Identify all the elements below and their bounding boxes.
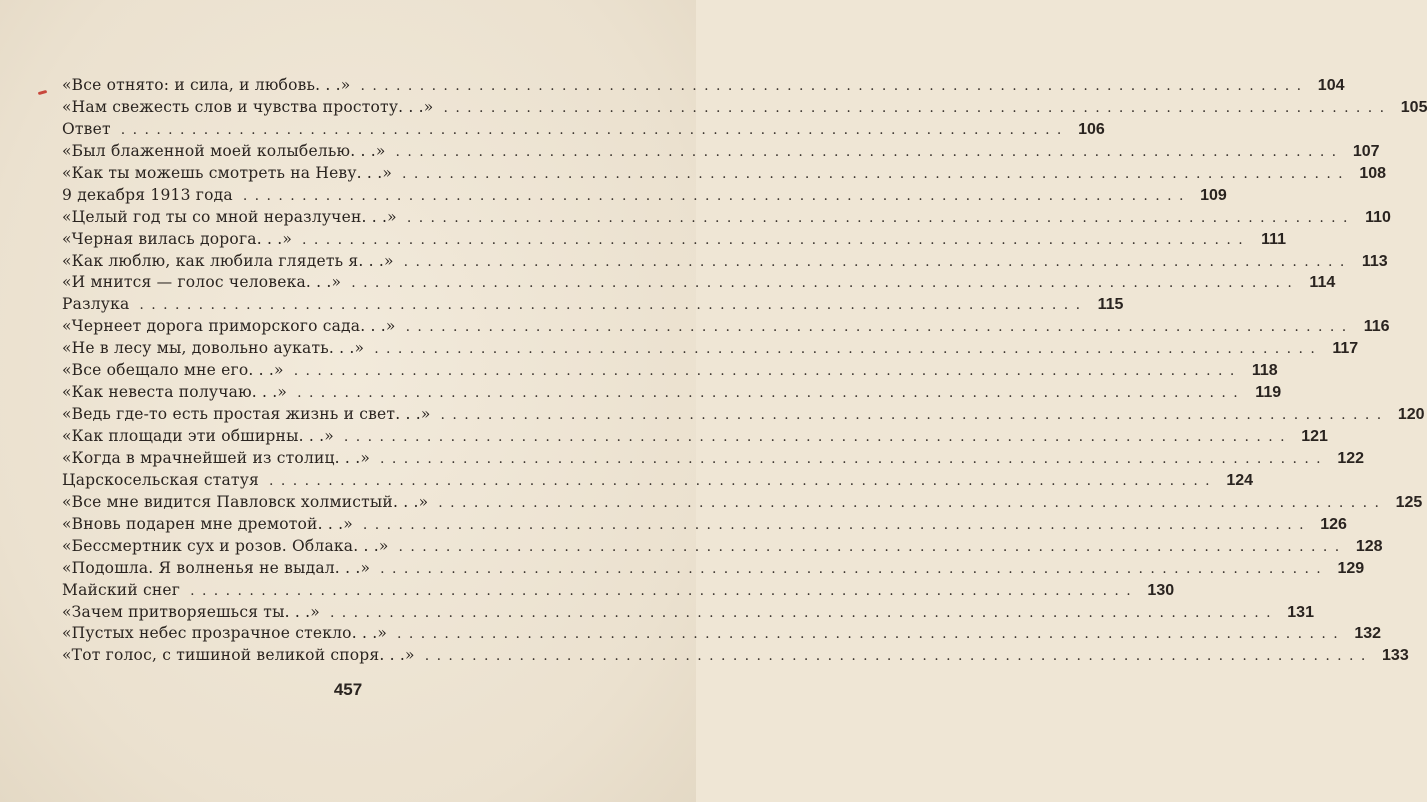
- toc-entry-title: «Как ты можешь смотреть на Неву. . .»: [62, 163, 393, 182]
- dot-leader: ................................................................................: [398, 538, 1347, 555]
- toc-entry-title: «Зачем притворяешься ты. . .»: [62, 602, 320, 621]
- toc-entry: [62, 492, 1423, 514]
- toc-entry-title: «Как площади эти обширны. . .»: [62, 427, 334, 445]
- dot-leader: ................................................................................: [190, 582, 1139, 599]
- dot-leader: ................................................................................: [380, 560, 1329, 577]
- dot-leader: ................................................................................: [120, 121, 1069, 138]
- toc-entry-title: «Черная вилась дорога. . .»: [62, 229, 293, 248]
- toc-entry-title: «Ведь где-то есть простая жизнь и свет. . .»: [62, 405, 431, 424]
- toc-entry: [62, 602, 1314, 624]
- toc-entry: [62, 294, 1124, 316]
- toc-entry-page: 124: [1226, 471, 1254, 489]
- toc-entry-page: 119: [1255, 384, 1282, 402]
- toc-entry-title: «Бессмертник сух и розов. Облака. . .»: [62, 536, 389, 555]
- toc-entry-page: 130: [1147, 581, 1175, 599]
- toc-entry: [62, 338, 1359, 360]
- dot-leader: ................................................................................: [242, 187, 1191, 204]
- page-number: 457: [333, 680, 363, 699]
- dot-leader: ................................................................................: [406, 209, 1355, 226]
- toc-entry: [62, 207, 1391, 229]
- toc-entry: [62, 536, 1383, 558]
- toc-entry-page: 132: [1354, 625, 1382, 643]
- toc-entry: [62, 360, 1278, 382]
- toc-entry-title: Майский снег: [62, 580, 181, 599]
- toc-entry-page: 114: [1309, 274, 1336, 292]
- dot-leader: ................................................................................: [397, 626, 1346, 643]
- toc-entry-title: «Подошла. Я волненья не выдал. . .»: [62, 558, 371, 577]
- toc-entry: [62, 558, 1365, 580]
- toc-entry: [62, 119, 1105, 141]
- toc-entry-title: «Тот голос, с тишиной великой споря. . .»: [62, 646, 415, 665]
- dot-leader: ................................................................................: [293, 363, 1242, 380]
- dot-leader: ................................................................................: [380, 450, 1329, 467]
- toc-entry-page: 117: [1332, 340, 1359, 358]
- toc-entry-title: Ответ: [62, 119, 111, 138]
- toc-entry: [62, 514, 1347, 536]
- toc-entry-page: 115: [1097, 296, 1124, 314]
- toc-entry: [62, 448, 1365, 470]
- toc-entry: [62, 426, 1328, 448]
- toc-entry-page: 110: [1365, 208, 1391, 226]
- toc-entry-title: «Все мне видится Павловск холмистый. . .»: [62, 492, 429, 511]
- dot-leader: ................................................................................: [438, 494, 1387, 511]
- toc-entry-title: «Нам свежесть слов и чувства простоту. . .»: [62, 97, 434, 116]
- toc-entry-page: 108: [1359, 164, 1387, 182]
- dot-leader: ................................................................................: [329, 604, 1278, 621]
- toc-entry-page: 126: [1320, 515, 1347, 533]
- toc-entry-title: «Не в лесу мы, довольно аукать. . .»: [62, 339, 365, 358]
- toc-entry-page: 118: [1251, 362, 1278, 380]
- toc-entry-page: 106: [1078, 120, 1105, 138]
- toc-entry: [62, 141, 1380, 163]
- toc-entry-page: 120: [1397, 406, 1425, 424]
- dot-leader: ................................................................................: [343, 429, 1292, 445]
- toc-entry-page: 109: [1200, 186, 1227, 204]
- toc-entry-title: «И мнится — голос человека. . .»: [62, 273, 342, 292]
- dot-leader: ................................................................................: [402, 165, 1351, 182]
- toc-entry: [62, 404, 1425, 426]
- toc-entry: [62, 185, 1227, 207]
- toc-entry-page: 116: [1363, 318, 1390, 336]
- dot-leader: ................................................................................: [443, 99, 1392, 116]
- toc-entry-title: «Вновь подарен мне дремотой. . .»: [62, 514, 353, 533]
- dot-leader: ................................................................................: [374, 341, 1323, 358]
- toc-entry: [62, 97, 1427, 119]
- toc-entry-page: 113: [1361, 252, 1388, 270]
- toc-entry-title: «Все отнято: и сила, и любовь. . .»: [62, 76, 351, 94]
- dot-leader: ................................................................................: [351, 275, 1300, 292]
- toc-entry-page: 129: [1337, 559, 1365, 577]
- toc-entry: [62, 470, 1254, 492]
- dot-leader: ................................................................................: [302, 231, 1251, 248]
- toc-entry-title: «Был блаженной моей колыбелью. . .»: [62, 141, 386, 160]
- dot-leader: ................................................................................: [395, 143, 1344, 160]
- dot-leader: ................................................................................: [139, 297, 1088, 314]
- toc-entry: [62, 163, 1387, 185]
- toc-entry-title: «Как люблю, как любила глядеть я. . .»: [62, 251, 394, 270]
- toc-entry-page: 133: [1382, 647, 1409, 665]
- dot-leader: ................................................................................: [424, 648, 1373, 665]
- dot-leader: ................................................................................: [297, 385, 1246, 402]
- toc-entry: [62, 645, 1409, 667]
- toc-entry: [62, 580, 1175, 602]
- toc-entry: [62, 623, 1382, 645]
- toc-entry-title: «Пустых небес прозрачное стекло. . .»: [62, 624, 388, 643]
- toc-entry-page: 131: [1287, 603, 1314, 621]
- toc-entry: [62, 272, 1336, 294]
- table-of-contents: [62, 75, 1427, 667]
- toc-entry-page: 122: [1337, 449, 1365, 467]
- toc-entry-page: 107: [1352, 142, 1380, 160]
- toc-entry-title: «Как невеста получаю. . .»: [62, 383, 288, 402]
- toc-entry: [62, 229, 1287, 251]
- toc-entry-title: Разлука: [62, 295, 130, 314]
- toc-entry-title: «Когда в мрачнейшей из столиц. . .»: [62, 448, 371, 467]
- dot-leader: ................................................................................: [405, 319, 1354, 336]
- toc-entry: [62, 382, 1282, 404]
- toc-entry-page: 104: [1317, 77, 1345, 94]
- toc-entry-page: 105: [1400, 98, 1427, 116]
- toc-entry-page: 121: [1301, 428, 1328, 445]
- toc-entry: [62, 75, 1345, 97]
- dot-leader: ................................................................................: [362, 516, 1311, 533]
- dot-leader: ................................................................................: [403, 253, 1352, 270]
- toc-entry-title: «Чернеет дорога приморского сада. . .»: [62, 317, 396, 336]
- dot-leader: ................................................................................: [360, 78, 1309, 94]
- dot-leader: ................................................................................: [269, 472, 1218, 489]
- toc-entry-title: 9 декабря 1913 года: [62, 185, 233, 204]
- toc-entry-title: Царскосельская статуя: [62, 470, 260, 489]
- dot-leader: ................................................................................: [440, 407, 1389, 424]
- toc-entry-title: «Целый год ты со мной неразлучен. . .»: [62, 207, 397, 226]
- toc-entry-title: «Все обещало мне его. . .»: [62, 361, 284, 380]
- toc-entry-page: 128: [1355, 537, 1383, 555]
- toc-entry-page: 111: [1261, 230, 1287, 248]
- toc-entry: [62, 316, 1390, 338]
- toc-entry-page: 125: [1395, 493, 1423, 511]
- toc-entry: [62, 251, 1388, 273]
